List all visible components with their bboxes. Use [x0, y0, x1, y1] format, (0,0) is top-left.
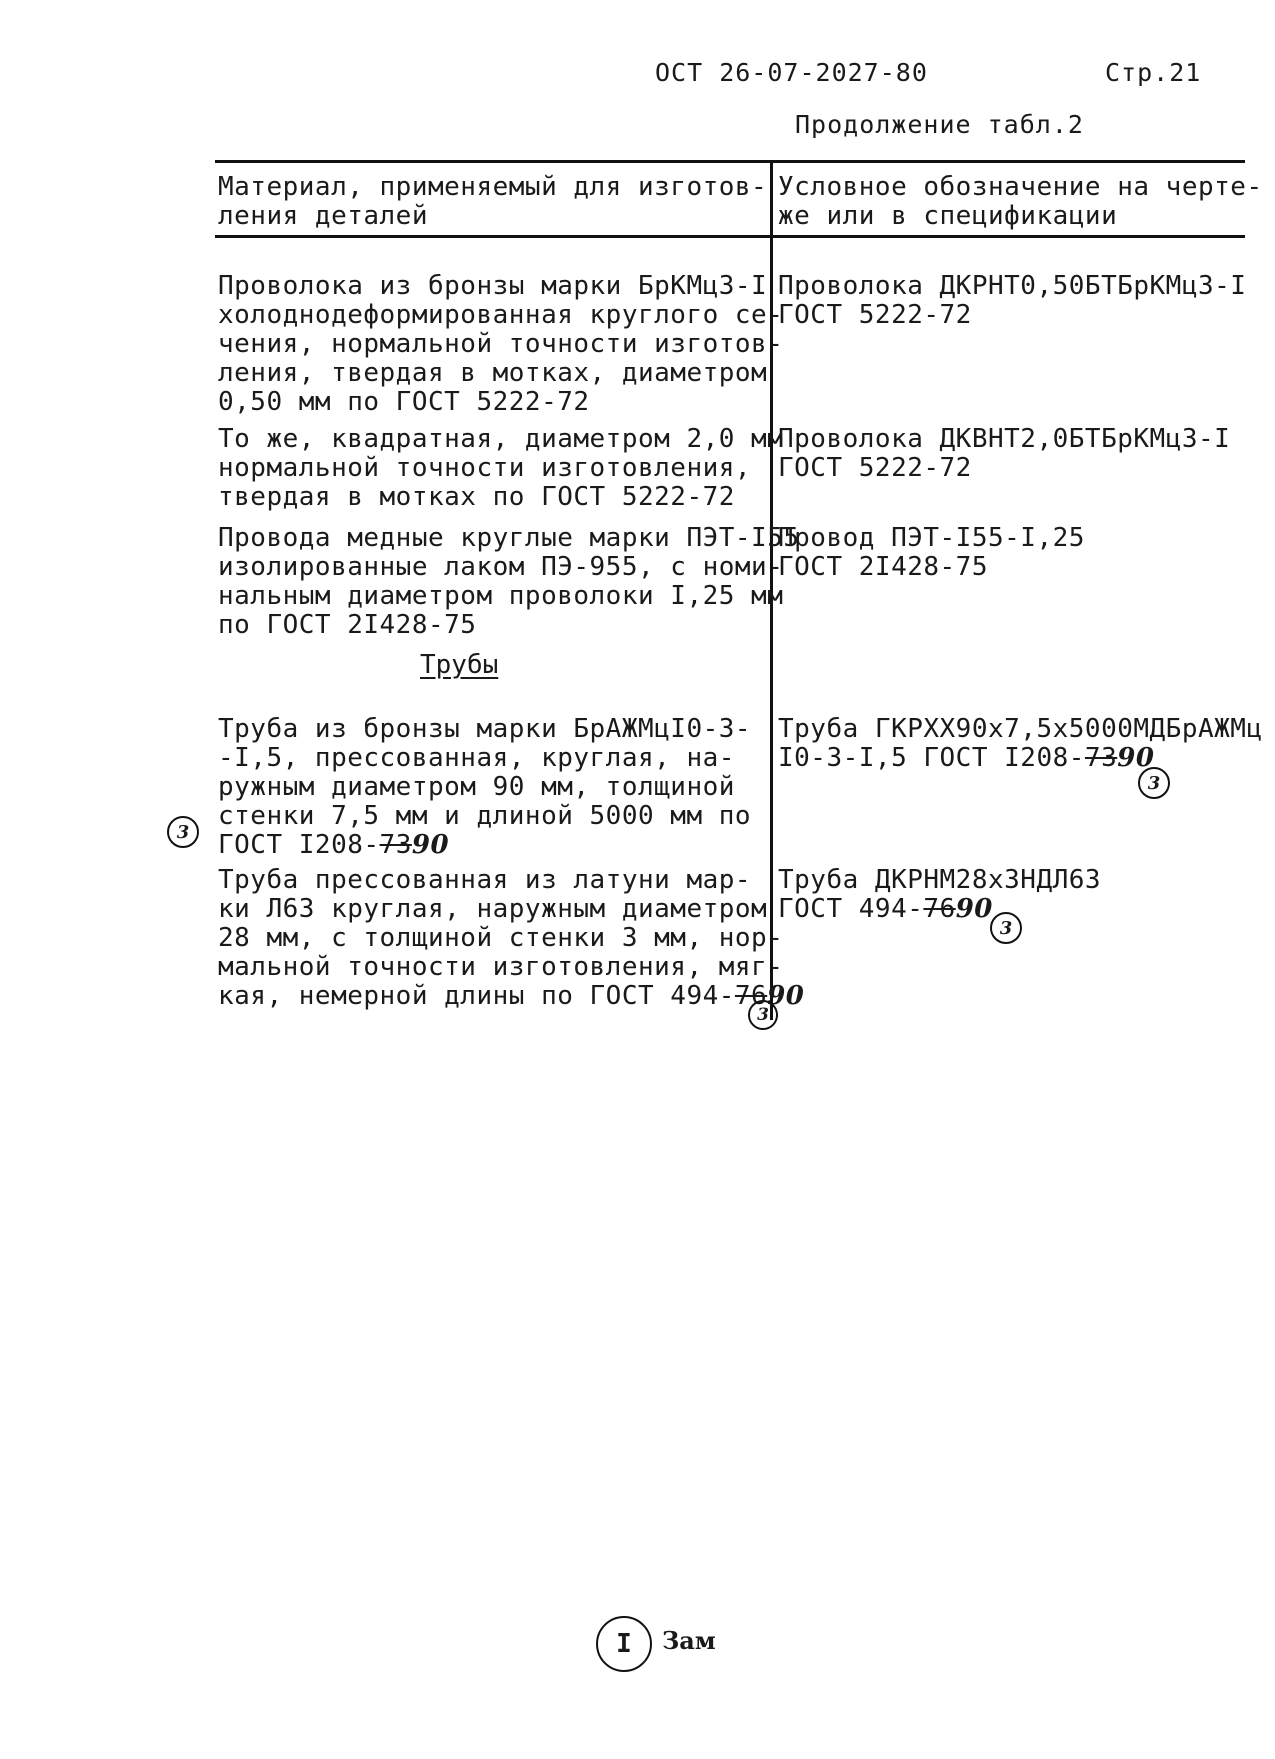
section-title-pipes: Трубы [420, 650, 499, 680]
table-row-material: Провода медные круглые марки ПЭТ-I55 изолированные лаком ПЭ-955, с номи- нальным диаметром проволоки I,25 мм по ГОСТ 2I428-75 [218, 523, 800, 640]
revision-mark-circle: 3 [748, 1000, 778, 1030]
table-row-designation: Провод ПЭТ-I55-I,25 ГОСТ 2I428-75 [778, 523, 1085, 582]
pipe-row-material: Труба прессованная из латуни мар- ки Л63 круглая, наружным диаметром 28 мм, с толщиной стенки 3 мм, нор- мальной точности изготовления, мяг- кая, немерной длины по ГОСТ 494-7690 [218, 865, 805, 1011]
column-header-material: Материал, применяемый для изготов- ления деталей [218, 172, 768, 231]
table-row-designation: Проволока ДКВНТ2,0БТБрКМц3-I ГОСТ 5222-72 [778, 424, 1231, 483]
sheet-number-circle: I [596, 1616, 652, 1672]
page-number: Стр.21 [1105, 58, 1202, 87]
table-row-material: Проволока из бронзы марки БрКМц3-I холоднодеформированная круглого се- чения, нормальной точности изготов- ления, твердая в мотках, диаметром 0,50 мм по ГОСТ 5222-72 [218, 271, 784, 417]
table-header-rule [215, 235, 1245, 238]
pipe-row-designation: Труба ГКРХХ90х7,5х5000МДБрАЖМц I0-3-I,5 ГОСТ I208-7390 [778, 714, 1263, 773]
table-row-material: То же, квадратная, диаметром 2,0 мм нормальной точности изготовления, твердая в мотках по ГОСТ 5222-72 [218, 424, 784, 512]
pipe-row-material: Труба из бронзы марки БрАЖМцI0-3- -I,5, прессованная, круглая, на- ружным диаметром 90 мм, толщиной стенки 7,5 мм и длиной 5000 мм по ГОСТ I208-7390 [218, 714, 752, 860]
revision-mark-circle: 3 [1138, 767, 1170, 799]
table-continuation-label: Продолжение табл.2 [795, 110, 1084, 139]
column-header-designation: Условное обозначение на черте- же или в спецификации [778, 172, 1263, 231]
pipe-row-designation: Труба ДКРНМ28х3НДЛ63 ГОСТ 494-7690 [778, 865, 1102, 924]
document-code: ОСТ 26-07-2027-80 [655, 58, 928, 87]
change-note: Зам [662, 1626, 716, 1655]
revision-mark-circle: 3 [990, 912, 1022, 944]
revision-mark-circle: 3 [167, 816, 199, 848]
table-top-rule [215, 160, 1245, 163]
table-row-designation: Проволока ДКРНТ0,50БТБрКМц3-I ГОСТ 5222-72 [778, 271, 1247, 330]
